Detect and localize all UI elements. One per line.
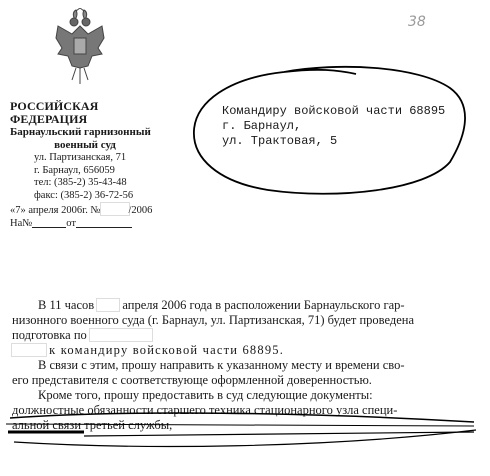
recipient-title: Командиру войсковой части 68895 <box>222 104 446 118</box>
date-blank <box>76 217 132 228</box>
address-street: ул. Партизанская, 71 <box>34 152 127 163</box>
redacted-number <box>101 203 129 215</box>
p1-addressee: к командиру войсковой части 68895. <box>49 343 285 357</box>
paragraph-3-line2: должностные обязанности старшего техника стационарного узла специ- <box>12 403 398 417</box>
paragraph-2-line2: его представителя с соответствующе оформленной доверенностью. <box>12 373 372 387</box>
redacted-name <box>12 344 46 356</box>
redacted-day <box>97 299 119 311</box>
recipient-street: ул. Трактовая, 5 <box>222 134 338 148</box>
paragraph-1 <box>12 298 482 313</box>
address-fax: факс: (385-2) 36-72-56 <box>34 189 134 201</box>
paragraph-3-line3: альной связи третьей службы, <box>12 418 173 432</box>
paragraph-1-line3 <box>12 328 482 343</box>
reference-number <box>10 217 170 230</box>
court-name: Барнаульский гарнизонный <box>10 126 151 138</box>
court-address <box>10 152 170 202</box>
paragraph-1-line4 <box>12 343 482 358</box>
number-blank <box>32 217 66 228</box>
sender-block <box>10 100 170 230</box>
date-suffix: /2006 <box>128 205 153 216</box>
recipient-city: г. Барнаул, <box>222 119 302 133</box>
p1-prep: подготовка по <box>12 328 87 342</box>
page-number: 38 <box>408 14 426 30</box>
outgoing-date <box>10 203 170 217</box>
date-prefix: «7» апреля 2006г. № <box>10 205 101 216</box>
number-from-label: от <box>66 218 76 229</box>
address-city: г. Барнаул, 656059 <box>34 164 115 176</box>
paragraph-3: Кроме того, прошу предоставить в суд следующие документы: <box>38 388 373 402</box>
court-type: военный суд <box>54 139 116 151</box>
p1-time: В 11 часов <box>38 298 95 312</box>
paragraph-1-line2: низонного военного суда (г. Барнаул, ул. Партизанская, 71) будет проведена <box>12 313 415 327</box>
country-heading: РОССИЙСКАЯ ФЕДЕРАЦИЯ <box>10 99 99 126</box>
number-label: На№ <box>10 218 33 229</box>
coat-of-arms-emblem <box>54 8 106 88</box>
address-phone: тел: (385-2) 35-43-48 <box>34 177 127 188</box>
paragraph-2: В связи с этим, прошу направить к указанному месту и времени сво- <box>38 358 405 372</box>
handdrawn-underline <box>4 402 484 454</box>
redacted-case <box>90 329 152 341</box>
p1-text: апреля 2006 года в расположении Барнаульского гар- <box>122 298 405 312</box>
recipient-block <box>222 104 462 149</box>
